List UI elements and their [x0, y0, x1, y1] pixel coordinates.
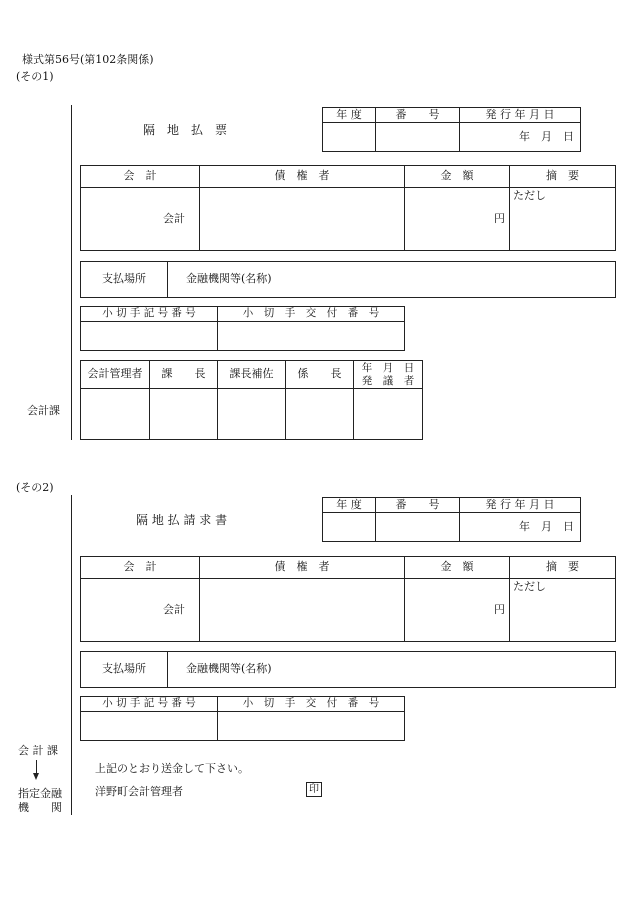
part2-col-creditor: 債 権 者	[200, 557, 405, 579]
part2-col-number: 番 号	[376, 498, 460, 513]
part2-check-table	[80, 696, 405, 741]
part1-col-staff: 係 長	[286, 361, 354, 389]
part1-institution-field[interactable]: 金融機関等(名称)	[168, 262, 616, 298]
part2-delivery-number-field[interactable]	[218, 712, 405, 741]
part1-summary-field[interactable]: ただし	[510, 188, 616, 251]
part1-col-date-line1: 年 月 日	[361, 361, 415, 374]
part2-year-field[interactable]	[323, 513, 376, 542]
part2-amount-field[interactable]: 円	[405, 579, 510, 642]
part1-col-manager: 会計管理者	[81, 361, 150, 389]
part1-col-date-proposer	[354, 361, 423, 389]
part2-signer: 洋野町会計管理者	[95, 785, 183, 798]
part1-col-account: 会 計	[81, 166, 200, 188]
part1-col-summary: 摘 要	[510, 166, 616, 188]
part2-request-text: 上記のとおり送金して下さい。	[95, 762, 249, 775]
part1-chief-seal-field[interactable]	[150, 389, 218, 440]
part2-payment-place-label: 支払場所	[81, 652, 168, 688]
part2-id-table	[322, 497, 581, 542]
part1-label: (その1)	[16, 70, 54, 83]
part2-col-amount: 金 額	[405, 557, 510, 579]
part1-assistant-seal-field[interactable]	[218, 389, 286, 440]
part2-title: 隔 地 払 請 求 書	[136, 513, 228, 527]
part1-col-date-line2: 発 議 者	[361, 374, 415, 387]
part2-col-account: 会 計	[81, 557, 200, 579]
part1-side-label: 会計課	[27, 404, 60, 417]
part1-staff-seal-field[interactable]	[286, 389, 354, 440]
part1-col-issue-date: 発 行 年 月 日	[460, 108, 581, 123]
part2-account-field[interactable]: 会計	[81, 579, 200, 642]
part1-title: 隔 地 払 票	[143, 123, 228, 137]
down-arrow-icon	[33, 773, 39, 780]
part1-manager-seal-field[interactable]	[81, 389, 150, 440]
part1-col-creditor: 債 権 者	[200, 166, 405, 188]
part2-number-field[interactable]	[376, 513, 460, 542]
part2-col-summary: 摘 要	[510, 557, 616, 579]
part1-approval-table	[80, 360, 423, 440]
part2-label: (その2)	[16, 481, 54, 494]
part1-col-amount: 金 額	[405, 166, 510, 188]
part1-check-table	[80, 306, 405, 351]
part1-year-field[interactable]	[323, 123, 376, 152]
part1-payment-table	[80, 261, 616, 298]
part1-col-check-number: 小 切 手 記 号 番 号	[81, 307, 218, 322]
part1-id-table	[322, 107, 581, 152]
part1-col-delivery-number: 小 切 手 交 付 番 号	[218, 307, 405, 322]
part2-col-year: 年 度	[323, 498, 376, 513]
seal-box[interactable]: 印	[306, 782, 322, 797]
part2-check-number-field[interactable]	[81, 712, 218, 741]
part2-summary-field[interactable]: ただし	[510, 579, 616, 642]
part2-payment-table	[80, 651, 616, 688]
part2-institution-field[interactable]: 金融機関等(名称)	[168, 652, 616, 688]
part1-number-field[interactable]	[376, 123, 460, 152]
part2-margin-line	[71, 495, 72, 815]
part2-side-from: 会 計 課	[18, 744, 58, 757]
part1-issue-date-field[interactable]: 年 月 日	[460, 123, 581, 152]
part1-margin-line	[71, 105, 72, 440]
part1-date-proposer-field[interactable]	[354, 389, 423, 440]
part1-creditor-field[interactable]	[200, 188, 405, 251]
part1-main-table	[80, 165, 616, 251]
part1-col-assistant: 課長補佐	[218, 361, 286, 389]
part1-account-field[interactable]: 会計	[81, 188, 200, 251]
part2-col-delivery-number: 小 切 手 交 付 番 号	[218, 697, 405, 712]
part1-delivery-number-field[interactable]	[218, 322, 405, 351]
part2-side-to-line1: 指定金融	[18, 787, 62, 800]
down-arrow-line	[36, 760, 37, 774]
part1-check-number-field[interactable]	[81, 322, 218, 351]
part1-payment-place-label: 支払場所	[81, 262, 168, 298]
part1-col-chief: 課 長	[150, 361, 218, 389]
part2-col-check-number: 小 切 手 記 号 番 号	[81, 697, 218, 712]
part1-amount-field[interactable]: 円	[405, 188, 510, 251]
part2-side-to-line2: 機 関	[18, 801, 62, 814]
part2-creditor-field[interactable]	[200, 579, 405, 642]
part1-col-year: 年 度	[323, 108, 376, 123]
part2-issue-date-field[interactable]: 年 月 日	[460, 513, 581, 542]
form-number: 様式第56号(第102条関係)	[22, 53, 154, 66]
part1-col-number: 番 号	[376, 108, 460, 123]
part2-col-issue-date: 発 行 年 月 日	[460, 498, 581, 513]
part2-main-table	[80, 556, 616, 642]
